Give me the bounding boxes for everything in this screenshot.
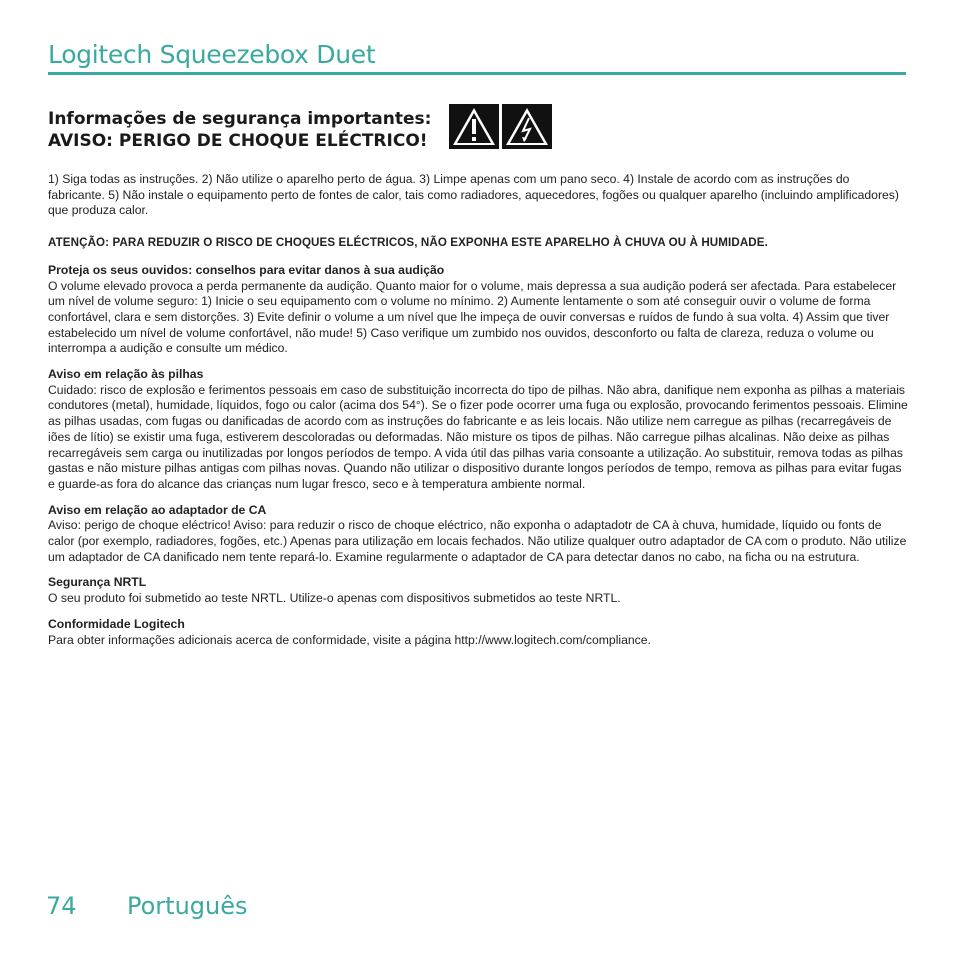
lightning-warning-icon [502,104,552,149]
ac-adapter-section [48,503,908,566]
section-title: Segurança NRTL [48,575,147,590]
section-body: O volume elevado provoca a perda permanente da audição. Quanto maior for o volume, mais depressa a sua audição poderá ser afectada. Para estabelecer um nível de volume seguro: 1) Inicie o seu equipamento com o volume no mínimo. 2) Aumente lentamente o som até conseguir ouvir o volume de forma confortável, clara e sem distorções. 3) Evite definir o volume a um nível que lhe impeça de ouvir conversas e ruídos de fundo à sua volta. 4) Assim que tiver estabelecido um nível de volume confortável, não mude! 5) Caso verifique um zumbido nos ouvidos, desconforto ou falta de clareza, reduza o volume ou interrompa a audição e consulte um médico. [48,278,897,356]
footer-language: Português [127,892,248,920]
intro-paragraph: 1) Siga todas as instruções. 2) Não utilize o aparelho perto de água. 3) Limpe apenas com um pano seco. 4) Instale de acordo com as instruções do fabricante. 5) Não instale o equipamento perto de fontes de calor, tais como radiadores, aquecedores, fogões ou qualquer aparelho (incluindo amplificadores) que produza calor. [48,172,899,218]
section-title: Proteja os seus ouvidos: conselhos para evitar danos à sua audição [48,262,445,277]
hearing-section [48,263,908,357]
safety-content [48,172,908,658]
section-body: Para obter informações adicionais acerca de conformidade, visite a página http://www.logitech.com/compliance. [48,632,651,647]
section-body: Aviso: perigo de choque eléctrico! Aviso: para reduzir o risco de choque eléctrico, não exponha o adaptadotr de CA à chuva, humidade, líquido ou fonts de calor (por exemplo, radiadores, fogões, etc.) Apenas para utilização em locais fechados. Não utilize qualquer outro adaptador de CA com o produto. Não utilize um adaptador de CA danificado nem tente repará-lo. Examine regularmente o adaptador de CA para detectar danos no cabo, na ficha ou na estrutura. [48,518,907,564]
section-body: O seu produto foi submetido ao teste NRTL. Utilize-o apenas com dispositivos submetidos ao teste NRTL. [48,591,621,606]
warning-icons [449,104,552,149]
document-title: Logitech Squeezebox Duet [48,40,376,69]
exclamation-warning-icon [449,104,499,149]
safety-heading [48,108,431,152]
section-title: Aviso em relação ao adaptador de CA [48,502,267,517]
safety-heading-line-2: AVISO: PERIGO DE CHOQUE ELÉCTRICO! [48,131,428,151]
section-title: Conformidade Logitech [48,616,185,631]
section-body: Cuidado: risco de explosão e ferimentos pessoais em caso de substituição incorrecta do tipo de pilhas. Não abra, danifique nem exponha as pilhas a materiais condutores (metal), humidade, líquidos, fogo ou calor (acima dos 54°). Se o fizer pode ocorrer uma fuga ou explosão, provocando ferimentos pessoais. Elimine as pilhas usadas, com fugas ou danificadas de acordo com as instruções do fabricante e as leis locais. Não utilize nem carregue as pilhas (recarregáveis de iões de lítio) se existir uma fuga, estiverem descoloradas ou deformadas. Não misture os tipos de pilhas. Não carregue pilhas alcalinas. Não deixe as pilhas recarregáveis sem carga ou inutilizadas por longos períodos de tempo. A vida útil das pilhas varia consoante a utilização. Ao substituir, remova todas as pilhas gastas e não misture pilhas antigas com pilhas novas. Quando não utilizar o dispositivo durante longos períodos de tempo, remova as pilhas para evitar fugas e guarde-as fora do alcance das crianças num lugar fresco, seco e à temperatura ambiente normal. [48,382,908,491]
header-divider [48,72,906,75]
page-number: 74 [46,892,77,920]
section-title: Aviso em relação às pilhas [48,367,204,382]
battery-section [48,367,908,493]
safety-heading-line-1: Informações de segurança importantes: [48,109,432,129]
nrtl-section [48,575,908,606]
compliance-section [48,617,908,648]
caution-notice: ATENÇÃO: PARA REDUZIR O RISCO DE CHOQUES ELÉCTRICOS, NÃO EXPONHA ESTE APARELHO À CHUVA OU À HUMIDADE. [48,236,768,250]
